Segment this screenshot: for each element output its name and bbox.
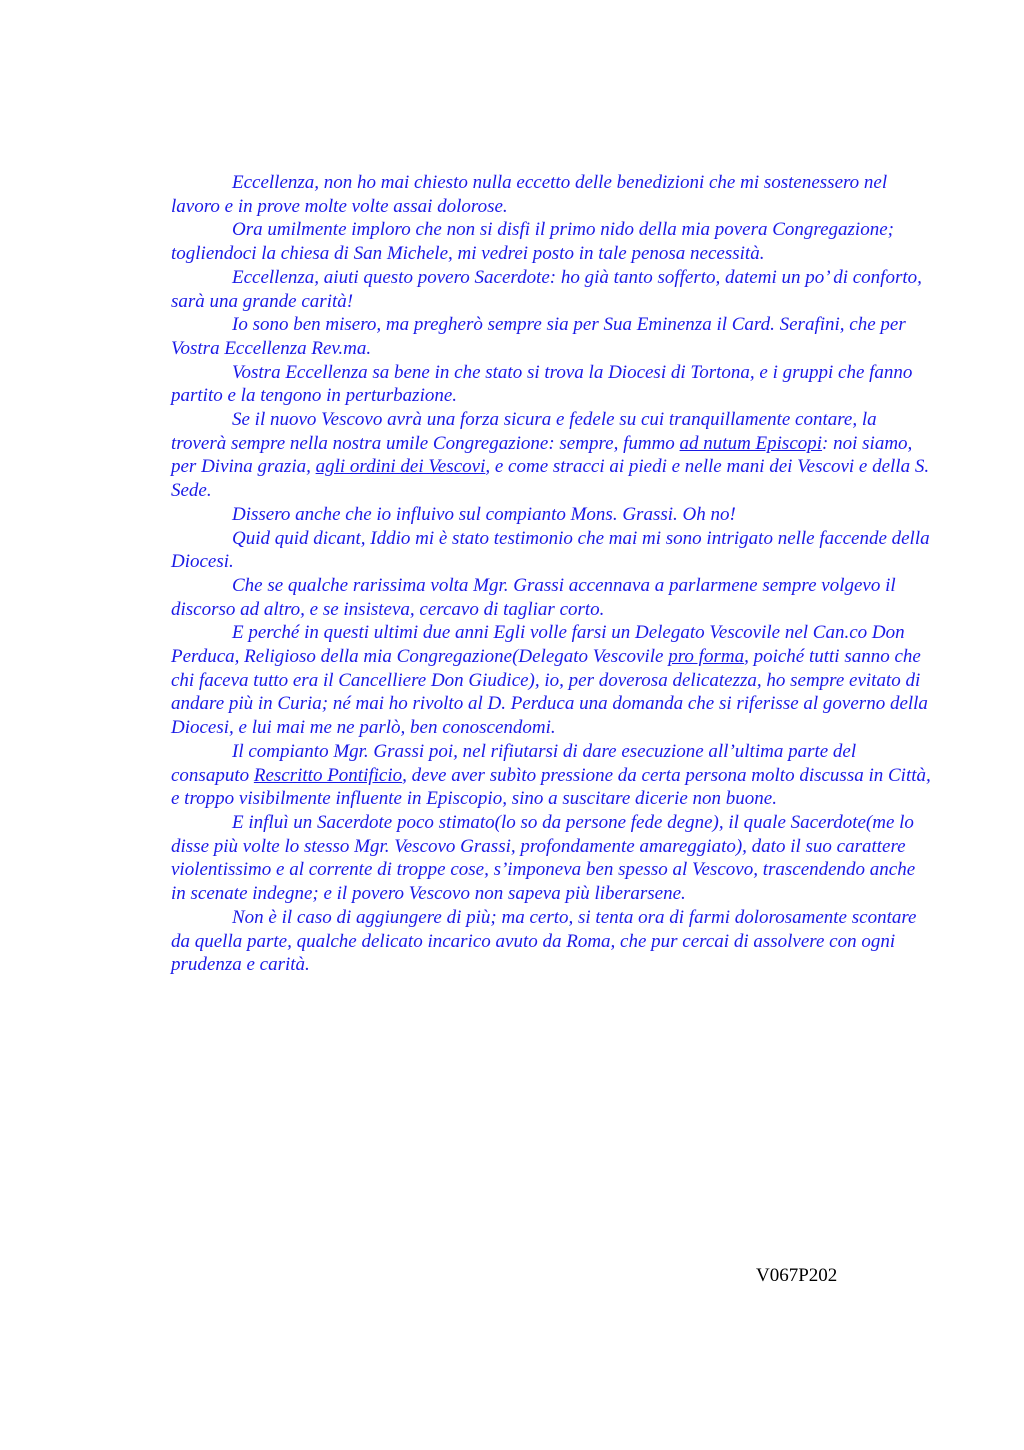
- paragraph-text: E influì un Sacerdote poco stimato(lo so da persone fede degne), il quale Sacerdote(me lo disse più volte lo stesso Mgr. Vescovo Grassi, profondamente amareggiato), dato il suo carattere violentissimo e al corrente di troppe cose, s’imponeva ben spesso al Vescovo, trascendendo anche in scenate indegne; e il povero Vescovo non sapeva più liberarsene.: [171, 811, 916, 905]
- paragraph-text: , deve aver subìto pressione da certa persona molto discussa in Città, e troppo visibilmente influente in Episcopio, sino a suscitare dicerie non buone.: [171, 764, 931, 810]
- underlined-phrase: agli ordini dei Vescovi: [315, 456, 486, 478]
- paragraph-3: [171, 266, 931, 313]
- paragraph-text: Eccellenza, non ho mai chiesto nulla eccetto delle benedizioni che mi sostenessero nel lavoro e in prove molte volte assai dolorose.: [171, 172, 888, 217]
- paragraph-text: Io sono ben misero, ma pregherò sempre sia per Sua Eminenza il Card. Serafini, che per Vostra Eccellenza Rev.ma.: [171, 314, 906, 359]
- paragraph-10: [171, 621, 931, 740]
- paragraph-4: [171, 313, 931, 360]
- paragraph-13: [171, 906, 931, 977]
- paragraph-text: Il compianto Mgr. Grassi poi, nel rifiutarsi di dare esecuzione all’ultima parte del consaputo: [171, 740, 857, 786]
- paragraph-9: [171, 574, 931, 621]
- paragraph-text: E perché in questi ultimi due anni Egli volle farsi un Delegato Vescovile nel Can.co Don Perduca, Religioso della mia Congregazione(Delegato Vescovile: [171, 622, 905, 668]
- paragraph-text: , poiché tutti sanno che chi faceva tutto era il Cancelliere Don Giudice), io, per doverosa delicatezza, ho sempre evitato di andare più in Curia; né mai ho rivolto al D. Perduca una domanda che si riferisse al governo della Diocesi, e lui mai me ne parlò, ben conoscendomi.: [171, 646, 928, 739]
- paragraph-1: [171, 171, 931, 218]
- underlined-phrase: Rescritto Pontificio: [253, 764, 403, 786]
- paragraph-text: Eccellenza, aiuti questo povero Sacerdote: ho già tanto sofferto, datemi un po’ di conforto, sarà una grande carità!: [171, 266, 922, 312]
- paragraph-6: [171, 408, 931, 503]
- paragraph-text: , e come stracci ai piedi e nelle mani dei Vescovi e della S. Sede.: [171, 456, 930, 502]
- underlined-phrase: pro forma: [668, 646, 745, 668]
- paragraph-text: Quid quid dicant, Iddio mi è stato testimonio che mai mi sono intrigato nelle faccende della Diocesi.: [171, 527, 930, 573]
- paragraph-text: Non è il caso di aggiungere di più; ma certo, si tenta ora di farmi dolorosamente scontare da quella parte, qualche delicato incarico avuto da Roma, che pur cercai di assolvere con ogni prudenza e carità.: [171, 906, 917, 976]
- paragraph-7: [171, 503, 931, 527]
- paragraph-text: Vostra Eccellenza sa bene in che stato si trova la Diocesi di Tortona, e i gruppi che fanno partito e la tengono in perturbazione.: [171, 361, 913, 407]
- paragraph-text: Dissero anche che io influivo sul compianto Mons. Grassi. Oh no!: [232, 503, 736, 525]
- paragraph-12: [171, 811, 931, 906]
- paragraph-text: Ora umilmente imploro che non si disfi il primo nido della mia povera Congregazione; togliendoci la chiesa di San Michele, mi vedrei posto in tale penosa necessità.: [171, 219, 894, 265]
- underlined-phrase: ad nutum Episcopi: [679, 432, 823, 454]
- page-code: V067P202: [756, 1265, 838, 1286]
- paragraph-text: Che se qualche rarissima volta Mgr. Grassi accennava a parlarmene sempre volgevo il discorso ad altro, e se insisteva, cercavo di tagliar corto.: [171, 574, 896, 620]
- paragraph-text: Se il nuovo Vescovo avrà una forza sicura e fedele su cui tranquillamente contare, la troverà sempre nella nostra umile Congregazione: sempre, fummo: [171, 409, 877, 454]
- paragraph-2: [171, 218, 931, 265]
- paragraph-text: : noi siamo, per Divina grazia,: [171, 432, 913, 478]
- letter-body: [171, 171, 931, 977]
- paragraph-5: [171, 361, 931, 408]
- paragraph-11: [171, 740, 931, 811]
- paragraph-8: [171, 527, 931, 574]
